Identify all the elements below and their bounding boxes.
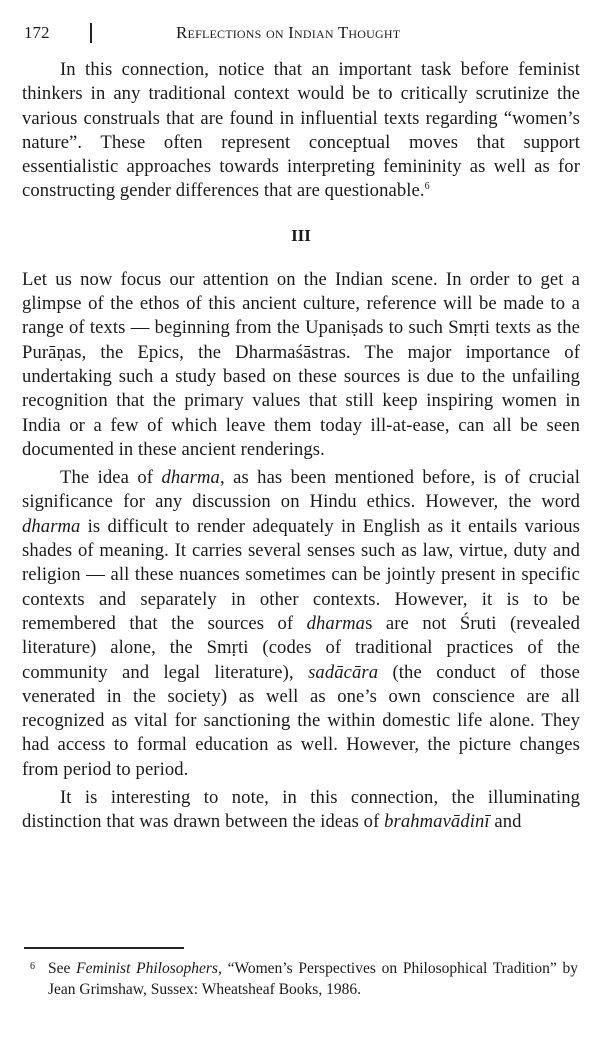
section-heading: III xyxy=(291,225,311,245)
paragraph-4: It is interesting to note, in this connection, the illuminating distinction that was drawn between the ideas of brahmavādinī and xyxy=(22,787,580,833)
page-header xyxy=(24,20,580,46)
footnote-number: 6 xyxy=(30,961,35,972)
footnote: 6 See Feminist Philosophers, “Women’s Perspectives on Philosophical Tradition” by Jean Grimshaw, Sussex: Wheatsheaf Books, 1986. xyxy=(48,958,578,1000)
footnote-ref: 6 xyxy=(424,181,430,193)
running-title: Reflections on Indian Thought xyxy=(176,23,401,42)
paragraph-3: The idea of dharma, as has been mentioned before, is of crucial significance for any discussion on Hindu ethics. However, the word dharma is difficult to render adequately in English as it entails various shades of meaning. It carries several senses such as law, virtue, duty and religion — all these nuances sometimes can be jointly present in specific contexts and separately in other contexts. However, it is to be remembered that the sources of dharmas are not Śruti (revealed literature) alone, the Smṛti (codes of traditional practices of the community and legal literature), sadācāra (the conduct of those venerated in the society) as well as one’s own conscience are all recognized as vital for sanctioning the within domestic life alone. They had access to formal education as well. However, the picture changes from period to period. xyxy=(22,467,580,780)
footnote-divider xyxy=(24,947,184,949)
paragraph-2: Let us now focus our attention on the Indian scene. In order to get a glimpse of the ethos of this ancient culture, reference will be made to a range of texts — beginning from the Upaniṣads to such Smṛti texts as the Purāṇas, the Epics, the Dharmaśāstras. The major importance of undertaking such a study based on these sources is due to the unfailing recognition that the primary values that still keep inspiring women in India or a few of which leave them today ill-at-ease, can all be seen documented in these ancient renderings. xyxy=(22,268,580,460)
paragraph-1: In this connection, notice that an important task before feminist thinkers in any traditional context would be to critically scrutinize the various construals that are found in influential texts regarding “women’s nature”. These often represent conceptual moves that support essentialistic approaches towards interpreting femininity as well as for constructing gender differences that are questionable.$^6$ xyxy=(22,59,580,202)
header-divider xyxy=(90,23,92,43)
page-number: 172 xyxy=(24,23,50,42)
page-body xyxy=(22,58,580,835)
